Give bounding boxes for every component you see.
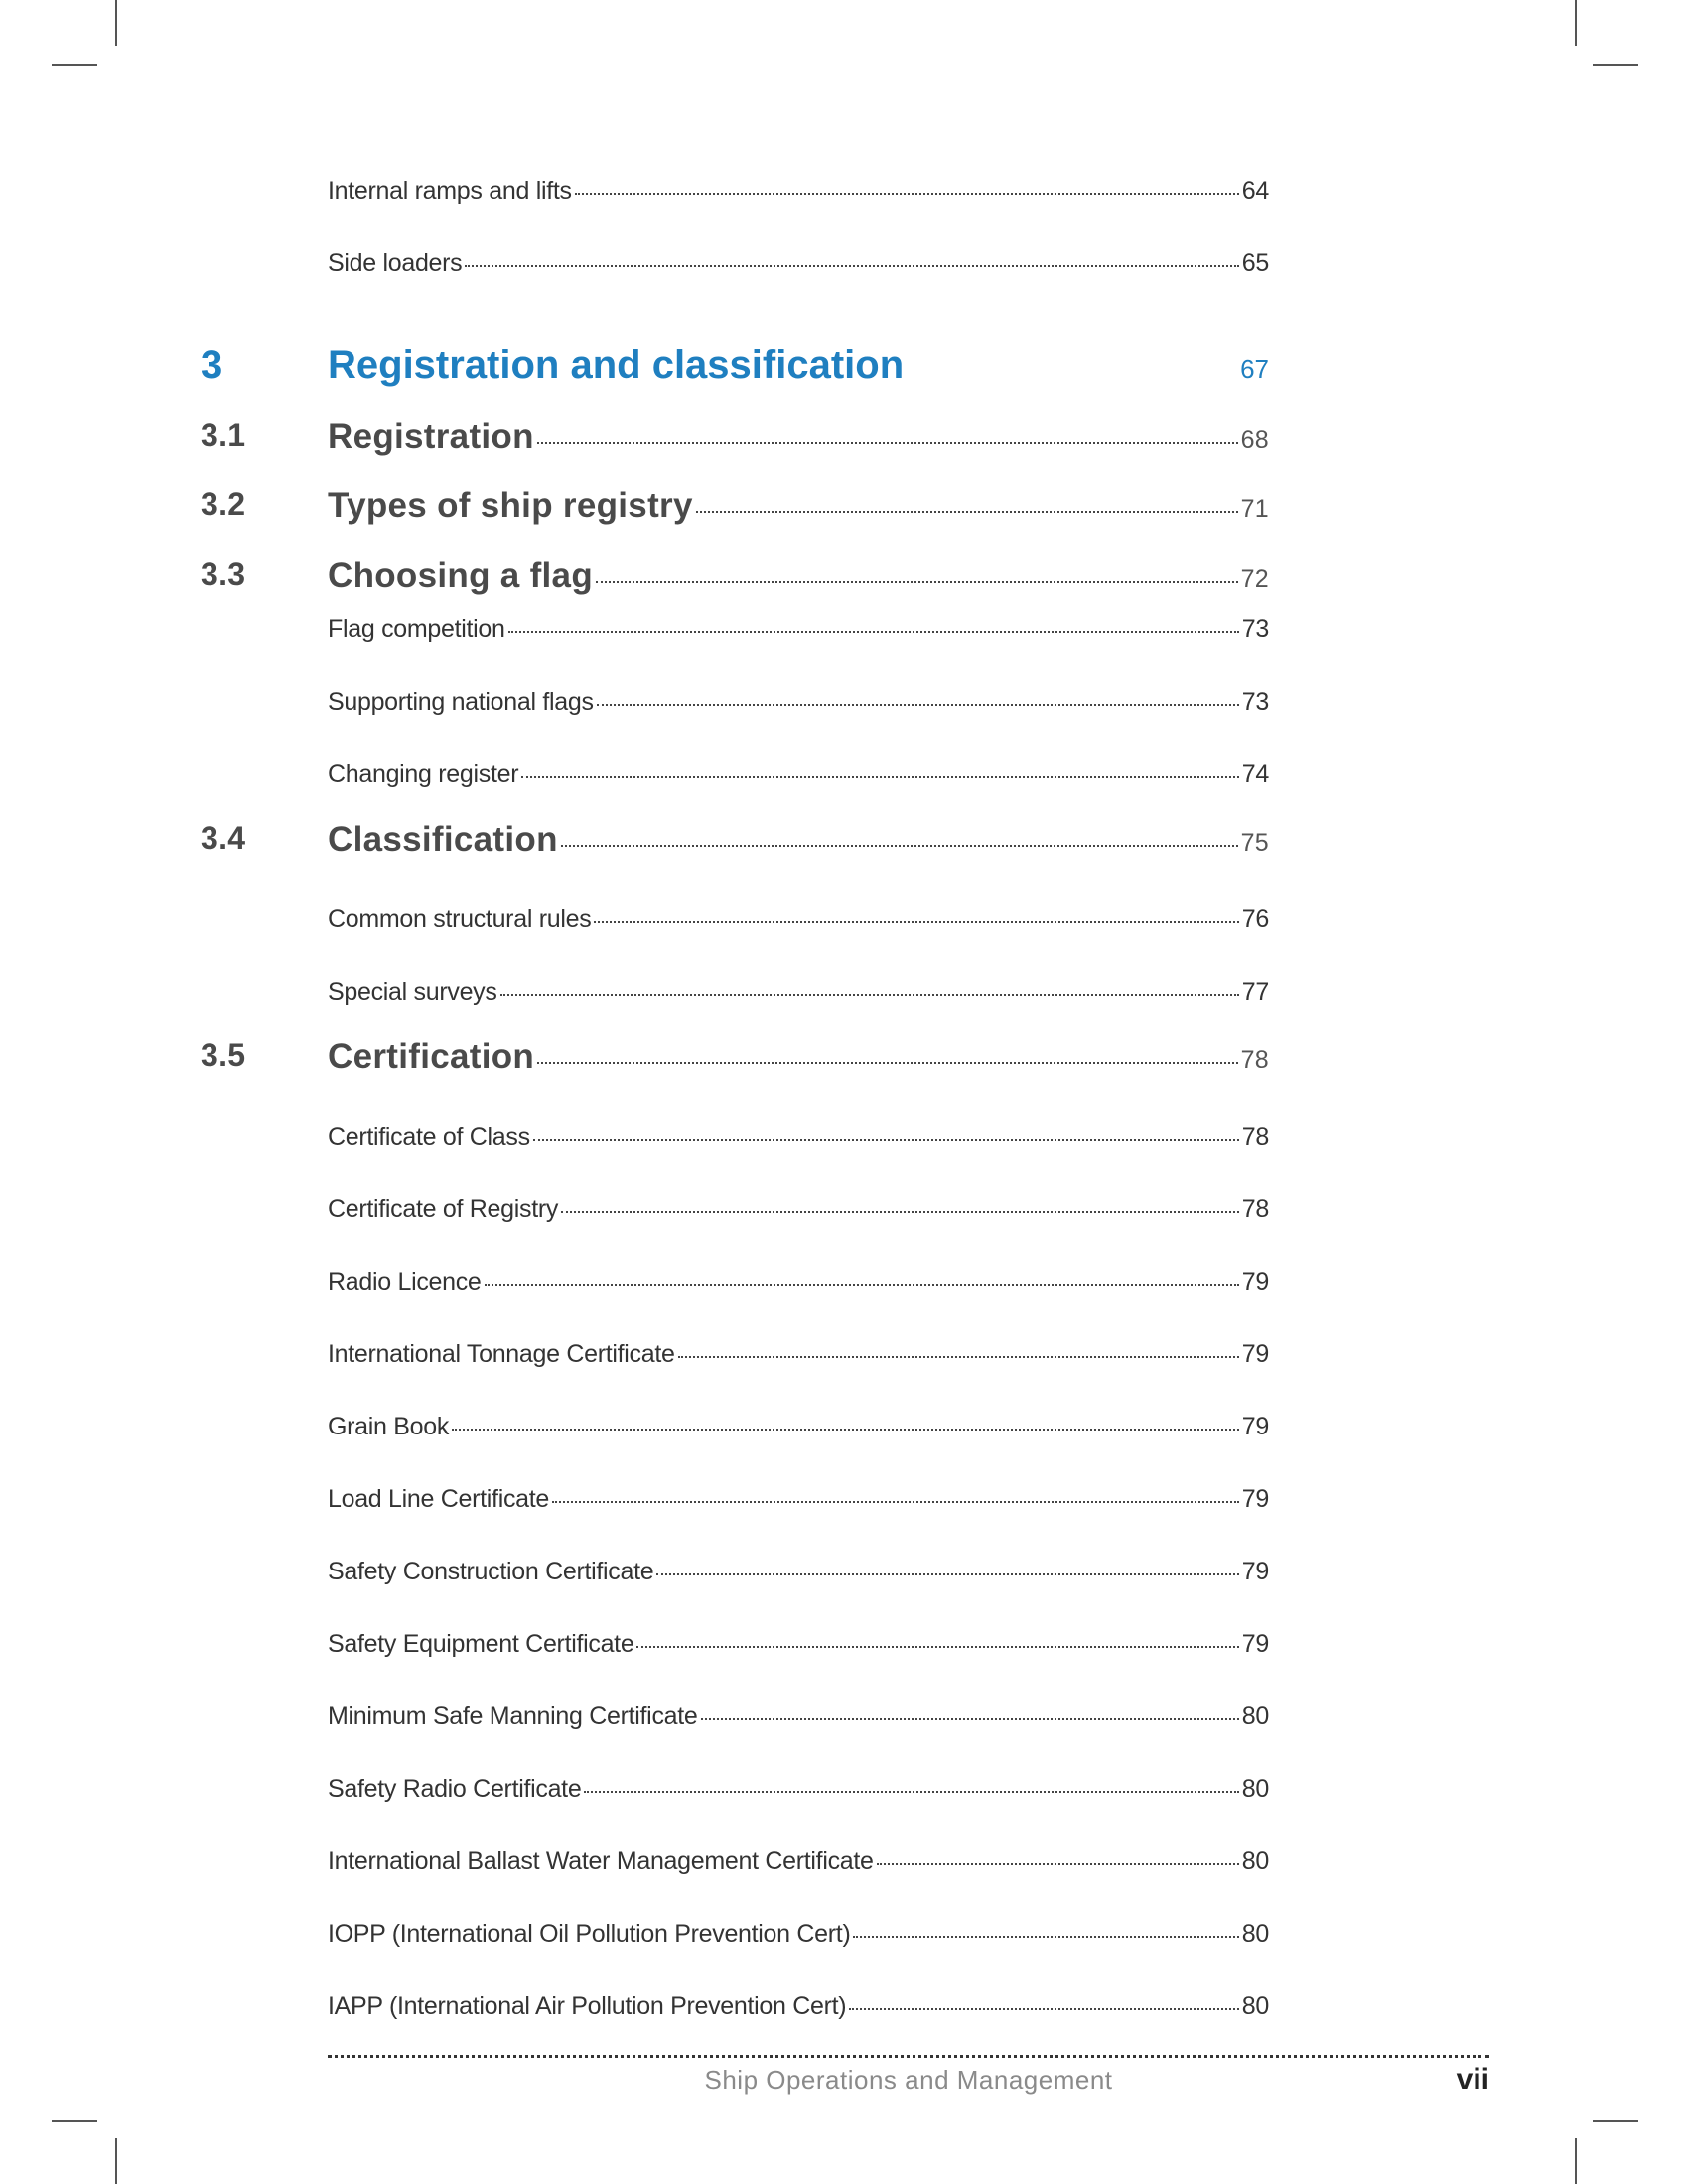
toc-entry[interactable] xyxy=(328,615,1269,644)
toc-entry-label: Changing register xyxy=(328,760,519,788)
crop-mark xyxy=(1593,64,1638,66)
section-title: Choosing a flag xyxy=(328,556,593,595)
toc-entry-page: 76 xyxy=(1241,905,1269,933)
section-title: Classification xyxy=(328,820,558,859)
toc-entry[interactable] xyxy=(328,1268,1269,1297)
toc-entry-page: 65 xyxy=(1241,249,1269,277)
toc-entry[interactable] xyxy=(328,1558,1269,1586)
toc-entry[interactable] xyxy=(328,1703,1269,1731)
toc-entry-page: 80 xyxy=(1241,1992,1269,2020)
dot-leader xyxy=(561,1211,1239,1213)
toc-entry-label: Load Line Certificate xyxy=(328,1485,550,1513)
crop-mark xyxy=(52,2120,97,2122)
toc-entry-page: 79 xyxy=(1241,1413,1269,1440)
toc-entry-label: Special surveys xyxy=(328,978,497,1006)
section-page: 71 xyxy=(1240,495,1269,523)
toc-entry-label: Radio Licence xyxy=(328,1268,482,1296)
toc-entry-page: 79 xyxy=(1241,1340,1269,1368)
toc-entry[interactable] xyxy=(328,1340,1269,1369)
toc-section[interactable] xyxy=(201,1037,1269,1077)
section-page: 78 xyxy=(1240,1046,1269,1074)
toc-entry-label: IOPP (International Oil Pollution Prevention Cert) xyxy=(328,1920,851,1948)
section-number: 3.2 xyxy=(201,486,246,522)
section-title: Certification xyxy=(328,1037,535,1076)
crop-mark xyxy=(52,64,97,66)
dot-leader xyxy=(537,1062,1237,1064)
toc-entry-label: International Tonnage Certificate xyxy=(328,1340,675,1368)
dot-leader xyxy=(701,1718,1239,1720)
dot-leader xyxy=(877,1863,1239,1865)
section-number: 3.3 xyxy=(201,556,246,592)
chapter-page: 67 xyxy=(1240,354,1269,384)
chapter-title: Registration and classification xyxy=(328,343,905,387)
dot-leader xyxy=(552,1501,1239,1503)
dot-leader xyxy=(656,1573,1238,1575)
dot-leader xyxy=(696,511,1238,513)
section-number: 3.4 xyxy=(201,820,246,856)
dot-leader xyxy=(597,704,1239,706)
crop-mark xyxy=(1575,2138,1577,2184)
dot-leader xyxy=(465,265,1238,267)
toc-entry-page: 79 xyxy=(1241,1630,1269,1658)
footer-divider xyxy=(328,2055,1489,2058)
toc-entry-label: Supporting national flags xyxy=(328,688,594,716)
toc-entry[interactable] xyxy=(328,1775,1269,1804)
footer-book-title: Ship Operations and Management xyxy=(704,2065,1113,2095)
section-page: 75 xyxy=(1240,829,1269,857)
dot-leader xyxy=(533,1139,1239,1141)
crop-mark xyxy=(1575,0,1577,46)
dot-leader xyxy=(678,1356,1239,1358)
toc-entry[interactable] xyxy=(328,1630,1269,1659)
toc-entry[interactable] xyxy=(328,760,1269,789)
toc-entry-page: 77 xyxy=(1241,978,1269,1006)
toc-section[interactable] xyxy=(201,556,1269,596)
toc-entry-page: 79 xyxy=(1241,1485,1269,1513)
section-number: 3.1 xyxy=(201,417,246,453)
section-number: 3.5 xyxy=(201,1037,246,1073)
toc-entry-page: 73 xyxy=(1241,688,1269,716)
toc-entry-page: 79 xyxy=(1241,1268,1269,1296)
toc-section[interactable] xyxy=(201,820,1269,860)
toc-entry-label: Safety Construction Certificate xyxy=(328,1558,654,1585)
toc-entry-label: IAPP (International Air Pollution Prevention Cert) xyxy=(328,1992,847,2020)
toc-entry[interactable] xyxy=(328,1485,1269,1514)
dot-leader xyxy=(575,193,1239,195)
toc-entry[interactable] xyxy=(328,1992,1269,2021)
section-title: Registration xyxy=(328,417,534,456)
toc-entry[interactable] xyxy=(328,905,1269,934)
crop-mark xyxy=(115,0,117,46)
toc-chapter-heading[interactable] xyxy=(201,343,1269,388)
toc-entry[interactable] xyxy=(328,1847,1269,1876)
toc-entry-label: Common structural rules xyxy=(328,905,592,933)
dot-leader xyxy=(561,845,1238,847)
toc-entry[interactable] xyxy=(328,688,1269,717)
section-page: 68 xyxy=(1240,426,1269,454)
toc-entry-label: Safety Equipment Certificate xyxy=(328,1630,634,1658)
dot-leader xyxy=(508,631,1239,633)
dot-leader xyxy=(584,1791,1238,1793)
chapter-number: 3 xyxy=(201,343,223,387)
toc-entry[interactable] xyxy=(328,177,1269,205)
dot-leader xyxy=(537,442,1238,444)
toc-entry-page: 80 xyxy=(1241,1920,1269,1948)
toc-entry-page: 78 xyxy=(1241,1195,1269,1223)
toc-entry-page: 80 xyxy=(1241,1847,1269,1875)
toc-entry-label: Grain Book xyxy=(328,1413,450,1440)
toc-entry-page: 73 xyxy=(1241,615,1269,643)
crop-mark xyxy=(1593,2120,1638,2122)
toc-entry-label: Side loaders xyxy=(328,249,463,277)
dot-leader xyxy=(594,921,1238,923)
dot-leader xyxy=(521,776,1239,778)
dot-leader xyxy=(849,2008,1238,2010)
toc-entry-label: Flag competition xyxy=(328,615,505,643)
dot-leader xyxy=(485,1284,1239,1286)
crop-mark xyxy=(115,2138,117,2184)
dot-leader xyxy=(452,1429,1239,1431)
section-title: Types of ship registry xyxy=(328,486,693,525)
toc-entry-label: Minimum Safe Manning Certificate xyxy=(328,1703,698,1730)
toc-entry-page: 79 xyxy=(1241,1558,1269,1585)
toc-entry[interactable] xyxy=(328,978,1269,1007)
toc-entry-page: 80 xyxy=(1241,1775,1269,1803)
toc-entry[interactable] xyxy=(328,1413,1269,1441)
toc-section[interactable] xyxy=(201,486,1269,526)
footer-page-number: vii xyxy=(1456,2063,1489,2096)
toc-entry-page: 74 xyxy=(1241,760,1269,788)
dot-leader xyxy=(853,1936,1238,1938)
toc-entry[interactable] xyxy=(328,1195,1269,1224)
dot-leader xyxy=(500,994,1239,996)
toc-entry-page: 80 xyxy=(1241,1703,1269,1730)
toc-entry-label: Internal ramps and lifts xyxy=(328,177,572,205)
toc-entry-label: Certificate of Registry xyxy=(328,1195,559,1223)
toc-entry-page: 64 xyxy=(1241,177,1269,205)
dot-leader xyxy=(596,581,1238,583)
toc-entry-label: Certificate of Class xyxy=(328,1123,530,1151)
dot-leader xyxy=(636,1646,1238,1648)
toc-entry[interactable] xyxy=(328,249,1269,278)
toc-entry-label: Safety Radio Certificate xyxy=(328,1775,582,1803)
toc-entry[interactable] xyxy=(328,1123,1269,1152)
toc-entry[interactable] xyxy=(328,1920,1269,1949)
section-page: 72 xyxy=(1240,565,1269,593)
toc-entry-label: International Ballast Water Management Certificate xyxy=(328,1847,874,1875)
toc-section[interactable] xyxy=(201,417,1269,457)
toc-entry-page: 78 xyxy=(1241,1123,1269,1151)
